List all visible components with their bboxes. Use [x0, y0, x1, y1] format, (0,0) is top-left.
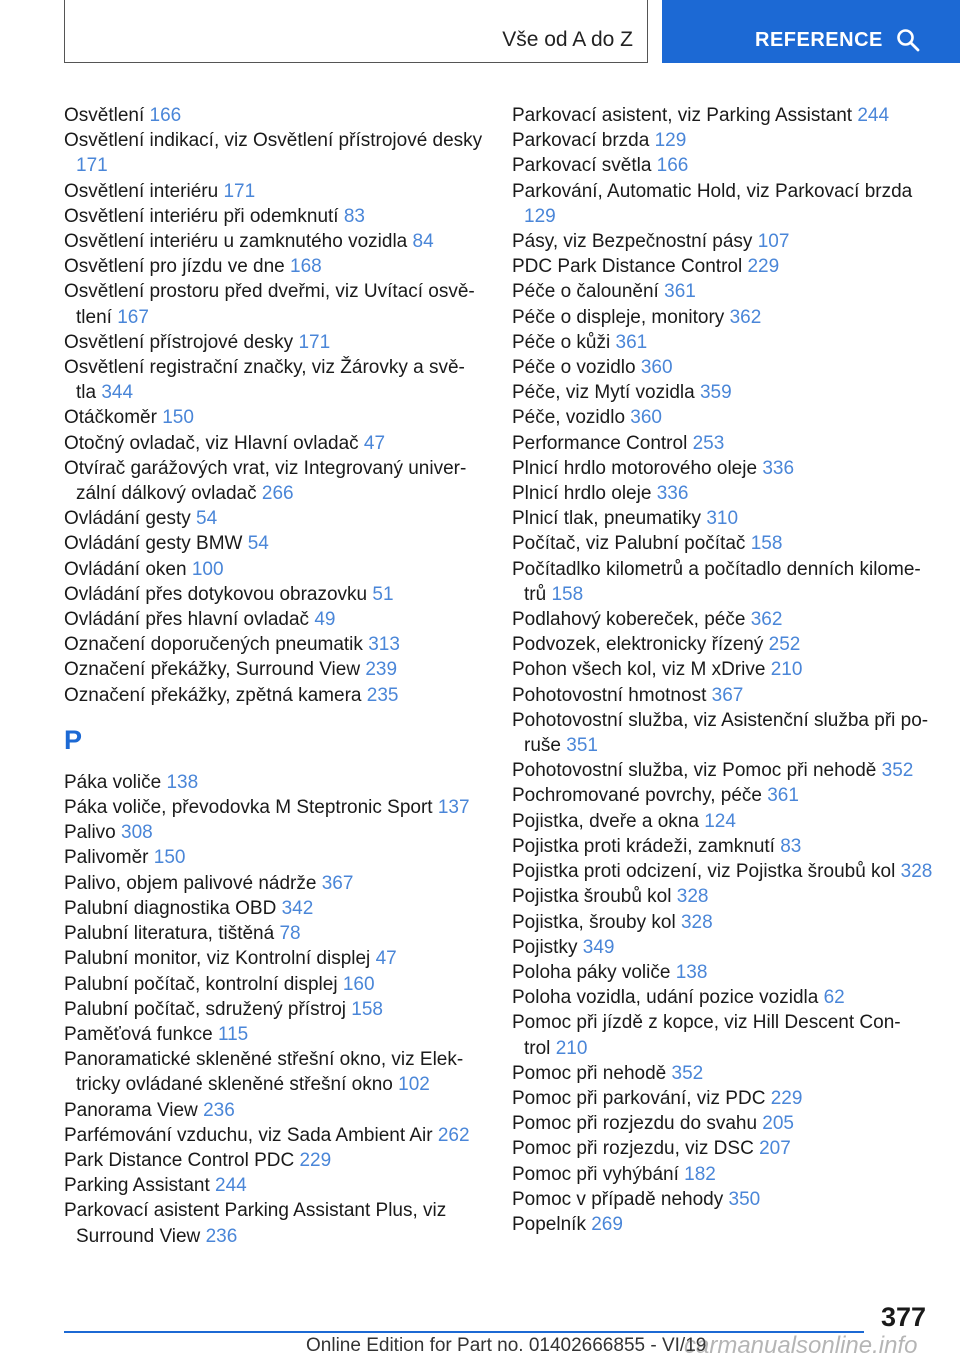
index-entry	[64, 330, 484, 355]
index-entry	[512, 1086, 932, 1111]
index-entry	[512, 557, 932, 607]
index-entry	[512, 179, 932, 229]
entry-text: Pojistka, šrouby kol	[512, 911, 681, 933]
index-entry	[512, 531, 932, 556]
page-link[interactable]: 78	[279, 923, 301, 945]
entry-text: Panorama View	[64, 1099, 204, 1121]
index-entry	[512, 431, 932, 456]
entry-text: Parfémování vzduchu, viz Sada Ambient Air	[64, 1124, 438, 1146]
page-link[interactable]: 49	[314, 609, 336, 631]
page-link[interactable]: 350	[728, 1188, 761, 1210]
entry-text: Osvětlení interiéru u zamknutého vozidla	[64, 231, 413, 253]
page-link[interactable]: 51	[372, 583, 394, 605]
page-link[interactable]: 138	[675, 961, 708, 983]
entry-text: Podvozek, elektronicky řízený	[512, 634, 769, 656]
entry-text: Pomoc při parkování, viz PDC	[512, 1087, 771, 1109]
page-link[interactable]: 352	[881, 760, 914, 782]
index-entry	[512, 985, 932, 1010]
index-entry	[512, 1212, 932, 1237]
page-link[interactable]: 47	[375, 948, 397, 970]
entry-text: Palubní počítač, kontrolní displej	[64, 973, 343, 995]
page-link[interactable]: 342	[281, 897, 314, 919]
reference-label: REFERENCE	[755, 29, 883, 51]
index-entry	[64, 229, 484, 254]
index-entry	[512, 1010, 932, 1060]
entry-text: Péče o čalounění	[512, 281, 665, 303]
page-link[interactable]: 328	[680, 911, 713, 933]
index-entry	[64, 683, 484, 708]
entry-text: Ovládání gesty	[64, 508, 197, 530]
page-link[interactable]: 239	[365, 659, 398, 681]
entry-text: Počítadlko kilometrů a počítadlo denních kilome‐ trů	[512, 558, 921, 605]
index-list-p-continued	[512, 103, 932, 1237]
index-entry	[512, 758, 932, 783]
entry-text: Parkovací asistent, viz Parking Assistant	[512, 105, 858, 126]
entry-text: Otočný ovladač, viz Hlavní ovladač	[64, 432, 364, 454]
section-title: Vše od A do Z	[502, 28, 633, 51]
page-link[interactable]: 336	[762, 457, 795, 479]
index-list-p	[64, 770, 484, 1249]
entry-text: Pohon všech kol, viz M xDrive	[512, 659, 771, 681]
index-entry	[512, 884, 932, 909]
page-link[interactable]: 349	[582, 936, 615, 958]
index-entry	[64, 896, 484, 921]
page-link[interactable]: 360	[630, 407, 662, 429]
page-link[interactable]: 129	[654, 130, 687, 152]
page-link[interactable]: 158	[351, 998, 383, 1020]
entry-text: Počítač, viz Palubní počítač	[512, 533, 751, 555]
index-entry	[64, 770, 484, 795]
index-entry	[512, 254, 932, 279]
entry-text: Péče, vozidlo	[512, 407, 631, 429]
entry-text: Pojistky	[512, 936, 583, 958]
entry-text: Pomoc při rozjezdu, viz DSC	[512, 1138, 760, 1160]
page-link[interactable]: 182	[684, 1163, 716, 1185]
index-entry	[64, 972, 484, 997]
index-entry	[64, 179, 484, 204]
page-link[interactable]: 244	[215, 1175, 247, 1197]
entry-text: Poloha páky voliče	[512, 961, 676, 983]
page-link[interactable]: 308	[121, 822, 153, 844]
page-link[interactable]: 367	[711, 684, 744, 706]
entry-text: Pomoc v případě nehody	[512, 1188, 729, 1210]
index-entry	[512, 657, 932, 682]
entry-text: Pomoc při nehodě	[512, 1062, 672, 1084]
index-entry	[512, 632, 932, 657]
index-entry	[512, 683, 932, 708]
index-entry	[64, 607, 484, 632]
entry-text: Palivo	[64, 822, 122, 844]
page-link[interactable]: 54	[247, 533, 269, 555]
entry-text: Palubní monitor, viz Kontrolní displej	[64, 948, 376, 970]
index-entry	[64, 531, 484, 556]
page-link[interactable]: 359	[699, 382, 732, 404]
entry-text: Ovládání oken	[64, 558, 192, 580]
entry-text: Palivoměr	[64, 847, 154, 869]
entry-text: Péče o kůži	[512, 331, 616, 353]
page-link[interactable]: 62	[823, 987, 845, 1009]
index-entry	[64, 657, 484, 682]
index-entry	[512, 935, 932, 960]
entry-text: Ovládání gesty BMW	[64, 533, 248, 555]
index-entry	[64, 557, 484, 582]
index-entry	[512, 481, 932, 506]
index-entry	[512, 305, 932, 330]
page-link[interactable]: 137	[437, 797, 470, 819]
page-link[interactable]: 83	[780, 835, 802, 857]
entry-text: Osvětlení indikací, viz Osvětlení přístrojové desky	[64, 130, 483, 152]
entry-text: PDC Park Distance Control	[512, 256, 748, 278]
index-entry	[64, 506, 484, 531]
index-entry	[512, 380, 932, 405]
page-link[interactable]: 362	[750, 609, 783, 631]
page-link[interactable]: 166	[149, 105, 182, 126]
index-entry	[64, 1123, 484, 1148]
page-link[interactable]: 229	[770, 1087, 803, 1109]
entry-text: Pojistka proti odcizení, viz Pojistka šroubů kol	[512, 861, 901, 883]
page-link[interactable]: 361	[767, 785, 799, 807]
entry-text: Parkování, Automatic Hold, viz Parkovací brzda	[512, 180, 913, 202]
entry-text: Pojistka, dveře a okna	[512, 810, 705, 832]
page-link[interactable]: 54	[196, 508, 218, 530]
index-entry	[512, 229, 932, 254]
entry-text: Park Distance Control PDC	[64, 1149, 300, 1171]
page-link[interactable]: 269	[591, 1213, 623, 1235]
entry-text: Osvětlení interiéru při odemknutí	[64, 205, 344, 227]
reference-tab[interactable]	[662, 0, 960, 63]
page-link[interactable]: 205	[762, 1113, 794, 1135]
index-entry	[64, 795, 484, 820]
entry-text: Označení překážky, Surround View	[64, 659, 366, 681]
index-entry	[64, 456, 484, 506]
entry-text: Ovládání přes hlavní ovladač	[64, 609, 315, 631]
entry-text: Pomoc při rozjezdu do svahu	[512, 1113, 763, 1135]
entry-text: Péče o vozidlo	[512, 357, 641, 379]
page-link[interactable]: 171	[223, 180, 256, 202]
entry-text: Osvětlení	[64, 105, 150, 126]
page-link[interactable]: 167	[117, 306, 149, 328]
page-link[interactable]: 352	[671, 1062, 704, 1084]
page-link[interactable]: 84	[412, 231, 434, 253]
page-link[interactable]: 361	[615, 331, 648, 353]
page-link[interactable]: 253	[692, 432, 725, 454]
page-link[interactable]: 328	[676, 886, 709, 908]
index-column-right	[512, 103, 932, 1237]
index-entry	[64, 405, 484, 430]
entry-text: Plnicí hrdlo motorového oleje	[512, 457, 763, 479]
entry-text: Parkovací světla	[512, 155, 657, 177]
entry-text: Parkovací brzda	[512, 130, 655, 152]
index-entry	[512, 834, 932, 859]
index-column-left	[64, 103, 484, 1249]
entry-text: Pohotovostní hmotnost	[512, 684, 712, 706]
entry-text: Popelník	[512, 1213, 592, 1235]
page-link[interactable]: 115	[217, 1023, 249, 1045]
entry-text: Péče o displeje, monitory	[512, 306, 730, 328]
entry-text: Panoramatické skleněné střešní okno, viz Elek‐ tricky ovládané skleněné střešní okno	[64, 1049, 464, 1096]
page-link[interactable]: 244	[857, 105, 890, 126]
entry-text: Paměťová funkce	[64, 1023, 218, 1045]
index-entry	[512, 506, 932, 531]
page-link[interactable]: 262	[437, 1124, 470, 1146]
page-link[interactable]: 158	[551, 583, 584, 605]
page-link[interactable]: 252	[768, 634, 801, 656]
index-entry	[64, 355, 484, 405]
index-entry	[512, 153, 932, 178]
index-entry	[64, 997, 484, 1022]
entry-text: Osvětlení interiéru	[64, 180, 224, 202]
index-entry	[64, 582, 484, 607]
index-entry	[64, 820, 484, 845]
index-entry	[512, 355, 932, 380]
entry-text: Palivo, objem palivové nádrže	[64, 872, 322, 894]
index-entry	[512, 128, 932, 153]
page-link[interactable]: 166	[656, 155, 689, 177]
entry-text: Pásy, viz Bezpečnostní pásy	[512, 231, 758, 253]
page-link[interactable]: 83	[343, 205, 365, 227]
page-link[interactable]: 168	[290, 256, 322, 278]
index-entry	[512, 279, 932, 304]
entry-text: Performance Control	[512, 432, 693, 454]
page-link[interactable]: 236	[205, 1225, 238, 1247]
entry-text: Péče, viz Mytí vozidla	[512, 382, 700, 404]
page-link[interactable]: 235	[366, 684, 399, 706]
entry-text: Palubní počítač, sdružený přístroj	[64, 998, 352, 1020]
page-link[interactable]: 310	[706, 508, 739, 530]
page-link[interactable]: 150	[153, 847, 186, 869]
entry-text: Palubní literatura, tištěná	[64, 923, 280, 945]
entry-text: Pochromované povrchy, péče	[512, 785, 768, 807]
page-link[interactable]: 360	[640, 357, 673, 379]
index-entry	[64, 1173, 484, 1198]
index-entry	[512, 960, 932, 985]
index-entry	[512, 1187, 932, 1212]
entry-text: Ovládání přes dotykovou obrazovku	[64, 583, 373, 605]
edition-note: Online Edition for Part no. 01402666855 - VI/19	[306, 1335, 707, 1356]
page-link[interactable]: 107	[757, 231, 790, 253]
index-entry	[512, 1111, 932, 1136]
page-link[interactable]: 313	[368, 634, 400, 656]
index-entry	[512, 809, 932, 834]
index-entry	[64, 103, 484, 128]
page-link[interactable]: 361	[664, 281, 696, 303]
entry-text: Podlahový koberec̆ek, péče	[512, 609, 751, 631]
entry-text: Označení překážky, zpětná kamera	[64, 684, 367, 706]
index-entry	[64, 1148, 484, 1173]
entry-text: Parking Assistant	[64, 1175, 216, 1197]
index-letter-heading: P	[64, 724, 83, 755]
page-link[interactable]: 336	[656, 483, 689, 505]
index-entry	[64, 871, 484, 896]
page-link[interactable]: 328	[900, 861, 933, 883]
page-link[interactable]: 362	[729, 306, 762, 328]
index-entry	[512, 1162, 932, 1187]
entry-text: Otvírač garážových vrat, viz Integrovaný univer‐ zální dálkový ovladač	[64, 457, 467, 505]
index-entry	[64, 632, 484, 657]
watermark: carmanualsonline.info	[684, 1332, 918, 1359]
page-link[interactable]: 138	[166, 771, 199, 793]
page-link[interactable]: 171	[76, 155, 108, 177]
page-link[interactable]: 100	[191, 558, 224, 580]
index-entry	[512, 330, 932, 355]
index-entry	[64, 279, 484, 329]
entry-text: Osvětlení registrační značky, viz Žárovky a svě‐ tla	[64, 357, 465, 404]
index-list-o	[64, 103, 484, 708]
index-entry	[64, 431, 484, 456]
page-link[interactable]: 129	[524, 205, 556, 227]
page-link[interactable]: 210	[770, 659, 803, 681]
index-entry	[512, 405, 932, 430]
index-entry	[64, 1198, 484, 1248]
index-entry	[64, 128, 484, 178]
index-entry	[512, 1136, 932, 1161]
entry-text: Osvětlení pro jízdu ve dne	[64, 256, 291, 278]
entry-text: Pojistka šroubů kol	[512, 886, 677, 908]
entry-text: Poloha vozidla, udání pozice vozidla	[512, 987, 824, 1009]
entry-text: Plnicí hrdlo oleje	[512, 483, 657, 505]
page-link[interactable]: 150	[162, 407, 194, 429]
index-entry	[512, 607, 932, 632]
page-number: 377	[880, 1302, 926, 1332]
entry-text: Otáčkoměr	[64, 407, 163, 429]
page-link[interactable]: 160	[342, 973, 375, 995]
entry-text: Pojistka proti krádeži, zamknutí	[512, 835, 781, 857]
page-link[interactable]: 124	[704, 810, 736, 832]
section-header	[64, 0, 648, 63]
page-link[interactable]: 229	[747, 256, 780, 278]
entry-text: Označení doporučených pneumatik	[64, 634, 369, 656]
index-entry	[64, 921, 484, 946]
index-entry	[512, 708, 932, 758]
page-link[interactable]: 344	[101, 382, 134, 404]
entry-text: Pohotovostní služba, viz Pomoc při nehodě	[512, 760, 882, 782]
page-link[interactable]: 47	[363, 432, 386, 454]
page-link[interactable]: 229	[299, 1149, 332, 1171]
page-link[interactable]: 236	[203, 1099, 235, 1121]
page-link[interactable]: 158	[750, 533, 783, 555]
index-entry	[64, 1098, 484, 1123]
entry-text: Páka voliče, převodovka M Steptronic Sport	[64, 797, 438, 819]
entry-text: Osvětlení prostoru před dveřmi, viz Uvítací osvě‐ tlení	[64, 281, 475, 328]
entry-text: Palubní diagnostika OBD	[64, 897, 282, 919]
index-entry	[512, 103, 932, 128]
index-entry	[64, 946, 484, 971]
entry-text: Pomoc při jízdě z kopce, viz Hill Descent Con‐ trol	[512, 1012, 901, 1059]
page-link[interactable]: 367	[321, 872, 354, 894]
page-link[interactable]: 210	[555, 1037, 588, 1059]
index-entry	[512, 783, 932, 808]
entry-text: Páka voliče	[64, 771, 167, 793]
page-link[interactable]: 102	[398, 1074, 430, 1096]
entry-text: Pomoc při vyhýbání	[512, 1163, 685, 1185]
index-entry	[64, 845, 484, 870]
index-entry	[64, 1047, 484, 1097]
entry-text: Pohotovostní služba, viz Asistenční služba při po‐ ruše	[512, 709, 929, 757]
index-entry	[64, 1022, 484, 1047]
index-entry	[64, 204, 484, 229]
page-link[interactable]: 351	[566, 735, 598, 757]
index-entry	[512, 1061, 932, 1086]
entry-text: Osvětlení přístrojové desky	[64, 331, 299, 353]
page-link[interactable]: 171	[298, 331, 331, 353]
index-entry	[512, 859, 932, 884]
entry-text: Plnicí tlak, pneumatiky	[512, 508, 707, 530]
page-link[interactable]: 266	[261, 483, 294, 505]
index-entry	[64, 254, 484, 279]
search-icon[interactable]	[896, 28, 920, 52]
entry-text: Parkovací asistent Parking Assistant Plus, viz Surround View	[64, 1200, 447, 1247]
index-entry	[512, 456, 932, 481]
page-link[interactable]: 207	[759, 1138, 791, 1160]
index-entry	[512, 910, 932, 935]
